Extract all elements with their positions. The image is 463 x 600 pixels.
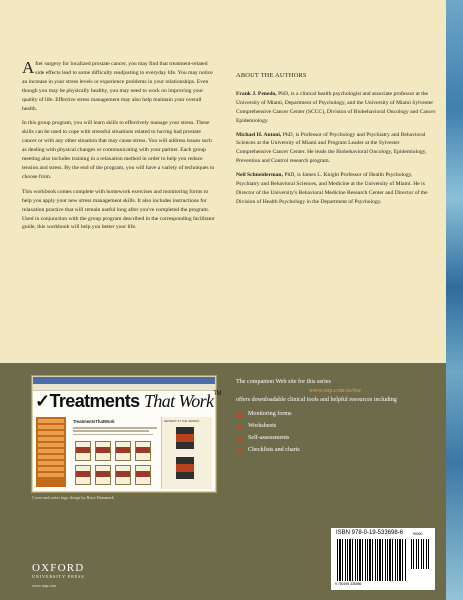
sidebar-title: NEWEST IN THE SERIES <box>164 419 200 423</box>
site-heading: TreatmentsThatWork <box>73 419 115 424</box>
checkmark-icon: ✓ <box>35 391 50 411</box>
logo-italic-text: That Work <box>143 391 214 411</box>
book-thumbnail <box>95 465 111 485</box>
book-thumbnail <box>75 441 91 461</box>
book-thumbnail <box>75 465 91 485</box>
trademark-mark: TM <box>213 391 221 397</box>
workbook-paragraph: This workbook comes complete with homework exercises and monitoring forms to help you apply your new stress management skills. It also includes instructions for relaxation practice that will remain useful long after you've completed the program. Used in conjunction with the group program described in the corresponding facilitator guide, this workbook will help you better your life. <box>22 188 215 231</box>
square-bullet-icon <box>237 437 242 442</box>
intro-paragraph <box>22 60 216 113</box>
drop-cap: A <box>22 58 35 77</box>
publisher-logo <box>32 563 85 590</box>
price-code: 90000 <box>413 532 423 536</box>
list-item <box>236 410 442 419</box>
website-screenshot <box>32 376 221 492</box>
author-name: Neil Schneiderman, <box>236 172 283 179</box>
author-description: PhD, is James L. Knight Professor of Health Psychology, Psychiatry and Behavioral Sciences, and Medicine at the University of Miami. He is Director of the University's Behavioral Medicine Research Center and Director of the Division of Health Psychology in the Department of Psychology. <box>236 172 428 205</box>
list-item-label: Checklists and charts <box>248 447 300 453</box>
logo-main-text: Treatments <box>49 391 140 411</box>
barcode-number: 9 780195 336986 <box>335 582 362 586</box>
book-thumbnail <box>115 441 131 461</box>
square-bullet-icon <box>237 449 242 454</box>
browser-menubar <box>33 384 215 391</box>
series-logo <box>35 391 221 412</box>
isbn-barcode <box>331 528 435 590</box>
list-item-label: Monitoring forms <box>248 411 292 417</box>
barcode-bars <box>337 539 407 581</box>
book-thumbnail <box>135 465 151 485</box>
square-bullet-icon <box>237 413 242 418</box>
list-item <box>236 422 442 431</box>
publisher-site: www.oup.com <box>32 583 57 588</box>
design-credit: Cover and series logo design by Brice Hammack <box>32 495 114 500</box>
site-body-text <box>73 427 157 437</box>
author-bio <box>236 90 436 126</box>
author-description: PhD, is Professor of Psychology and Psychiatry and Behavioral Sciences at the University of Miami and Program Leader at the Sylvester Comprehensive Cancer Center. He leads the Biobehavioral Oncology, Epidemiology, Prevention and Control research program. <box>236 131 427 165</box>
author-name: Michael H. Antoni, <box>236 131 282 138</box>
companion-intro: The companion Web site for this series <box>236 379 331 385</box>
authors-column <box>236 72 436 212</box>
site-nav-menu <box>36 417 66 487</box>
book-thumbnail <box>135 441 151 461</box>
author-bio <box>236 131 436 167</box>
site-sidebar <box>161 417 212 489</box>
square-bullet-icon <box>237 425 242 430</box>
decorative-side-stripe <box>446 0 463 600</box>
author-description: PhD, is a clinical health psychologist and associate professor at the University of Miami, Department of Psychology, and the University of Miami Sylvester Comprehensive Cancer Center (SCCC), Division of Biobehavioral Oncology and Cancer Epidemiology. <box>236 90 436 124</box>
companion-description: offers downloadable clinical tools and helpful resources including <box>236 397 397 403</box>
browser-titlebar <box>33 377 215 384</box>
isbn-label: ISBN 978-0-19-533698-6 <box>336 530 404 536</box>
price-barcode-bars <box>411 539 431 569</box>
intro-text: fter surgery for localized prostate cancer, you may find that treatment-related side effects lead to some difficulty readjusting to everyday life. You may notice an increase in your stress levels or experience problems in your relationships. Even though you may be physically healthy, you may need to work on improving your quality of life. Effective stress management may also help maintain your overall health. <box>22 61 213 112</box>
author-bio <box>236 171 436 207</box>
list-item-label: Self-assessments <box>248 435 290 441</box>
companion-site-info <box>236 378 442 458</box>
companion-url: www.oup.com/us/ttw <box>309 388 362 394</box>
book-thumbnail <box>115 465 131 485</box>
list-item <box>236 446 442 455</box>
list-item-label: Worksheets <box>248 423 277 429</box>
book-thumbnail <box>95 441 111 461</box>
publisher-name: OXFORD <box>32 562 85 574</box>
resource-list <box>236 410 442 455</box>
featured-cover <box>176 457 194 479</box>
author-name: Frank J. Penedo, <box>236 90 277 97</box>
program-paragraph: In this group program, you will learn skills to effectively manage your stress. These skills can be used to cope with stressful situations related to having had prostate cancer or with any other situation that may cause stress. You will address issues such as dealing with physical changes or communicating with your partner. Each group meeting also includes training in a relaxation method in order to help you reduce tension and stress. By the end of the program, you will have a variety of techniques to choose from. <box>22 120 215 180</box>
description-column <box>22 60 216 238</box>
featured-cover <box>176 427 194 449</box>
publisher-press: UNIVERSITY PRESS <box>32 574 85 579</box>
list-item <box>236 434 442 443</box>
authors-heading: ABOUT THE AUTHORS <box>236 72 307 79</box>
